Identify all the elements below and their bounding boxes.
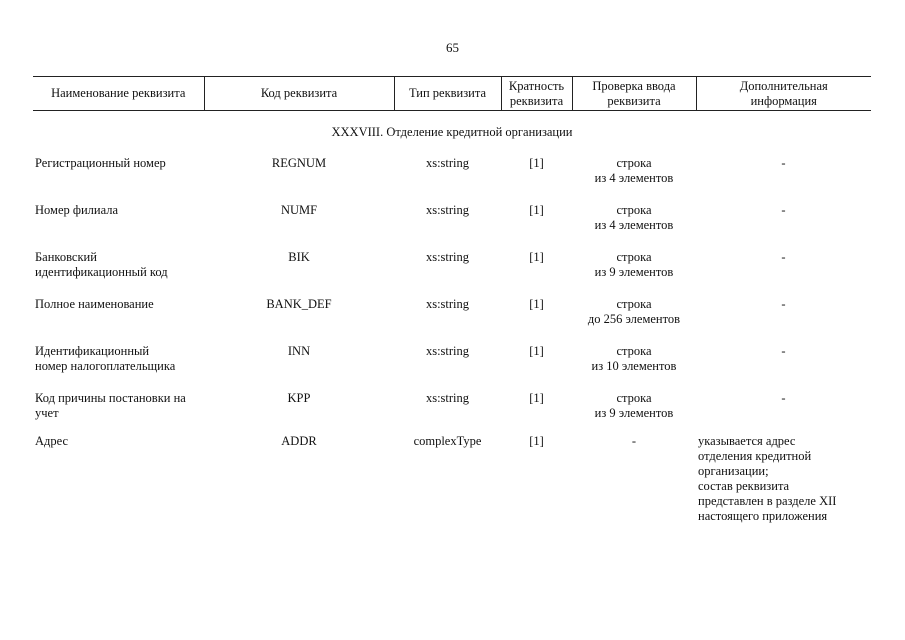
cell-extra: -: [781, 156, 786, 170]
cell-extra: указывается адрес отделения кредитной организации; состав реквизита представлен в разделе XII настоящего приложения: [698, 434, 837, 523]
cell-check: строка из 9 элементов: [594, 250, 674, 279]
header-multiplicity: Кратность реквизита: [501, 77, 572, 111]
header-check: Проверка ввода реквизита: [572, 77, 696, 111]
cell-check: строка из 9 элементов: [594, 391, 674, 420]
table-row: [33, 344, 871, 391]
section-title: XXXVIII. Отделение кредитной организации: [331, 125, 573, 139]
cell-code: INN: [287, 344, 311, 358]
cell-name: Номер филиала: [35, 203, 119, 217]
cell-code: BANK_DEF: [266, 297, 332, 311]
page-number: 65: [446, 40, 459, 55]
header-name: Наименование реквизита: [33, 77, 204, 111]
header-extra: Дополнительная информация: [696, 77, 871, 111]
cell-multiplicity: [1]: [529, 203, 544, 217]
cell-code: REGNUM: [271, 156, 327, 170]
cell-type: xs:string: [425, 344, 470, 358]
cell-extra: -: [781, 391, 786, 405]
cell-extra: -: [781, 344, 786, 358]
cell-check: строка до 256 элементов: [587, 297, 681, 326]
table-row: [33, 434, 871, 541]
cell-multiplicity: [1]: [529, 434, 544, 448]
table-row: [33, 203, 871, 250]
cell-name: Регистрационный номер: [35, 156, 166, 170]
cell-check: -: [631, 434, 637, 448]
cell-name: Идентификационный номер налогоплательщика: [35, 344, 176, 373]
cell-multiplicity: [1]: [529, 391, 544, 405]
header-type: Тип реквизита: [394, 77, 501, 111]
section-row: [33, 111, 871, 157]
cell-type: xs:string: [425, 203, 470, 217]
cell-type: xs:string: [425, 297, 470, 311]
cell-multiplicity: [1]: [529, 344, 544, 358]
cell-type: complexType: [413, 434, 482, 448]
cell-extra: -: [781, 203, 786, 217]
cell-code: NUMF: [280, 203, 318, 217]
cell-name: Полное наименование: [35, 297, 154, 311]
cell-multiplicity: [1]: [529, 156, 544, 170]
cell-extra: -: [781, 297, 786, 311]
cell-code: ADDR: [281, 434, 317, 448]
cell-type: xs:string: [425, 156, 470, 170]
table-row: [33, 297, 871, 344]
cell-check: строка из 4 элементов: [594, 156, 674, 185]
table-row: [33, 250, 871, 297]
cell-code: BIK: [288, 250, 310, 264]
table-header-row: [33, 77, 871, 111]
table-row: [33, 156, 871, 203]
cell-name: Банковский идентификационный код: [35, 250, 168, 279]
cell-type: xs:string: [425, 250, 470, 264]
table-row: [33, 391, 871, 434]
cell-check: строка из 10 элементов: [591, 344, 677, 373]
requisites-table: [33, 76, 871, 541]
cell-type: xs:string: [425, 391, 470, 405]
cell-code: KPP: [287, 391, 311, 405]
cell-multiplicity: [1]: [529, 250, 544, 264]
cell-check: строка из 4 элементов: [594, 203, 674, 232]
header-code: Код реквизита: [204, 77, 394, 111]
cell-extra: -: [781, 250, 786, 264]
cell-name: Код причины постановки на учет: [35, 391, 186, 420]
cell-name: Адрес: [35, 434, 69, 448]
cell-multiplicity: [1]: [529, 297, 544, 311]
